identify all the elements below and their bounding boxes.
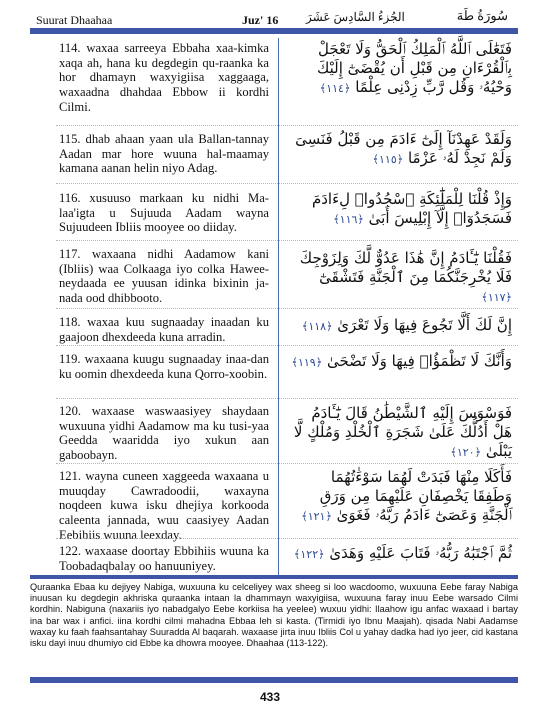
verse-arabic-118 [290, 316, 512, 336]
arabic-text: فَتَعَٰلَى ٱللَّهُ ٱلْمَلِكُ ٱلْحَقُّ وَلَا تَعْجَلْ بِٱلْقُرْءَانِ مِن قَبْلِ أَن يُقْضَىٰٓ إِلَيْكَ وَحْيُهُۥ وَقُل رَّبِّ زِدْنِى عِلْمًا [317, 40, 512, 96]
header-rule [30, 28, 518, 34]
verse-separator [56, 538, 518, 539]
arabic-surah-label: سُورَةُ طَهَ [456, 8, 508, 23]
verse-arabic-117 [290, 249, 512, 307]
arabic-text: إِنَّ لَكَ أَلَّا تَجُوعَ فِيهَا وَلَا تَعْرَىٰ [337, 316, 512, 334]
verse-arabic-120 [290, 404, 512, 462]
column-divider [278, 38, 279, 576]
verse-translation-115: 115. dhab ahaan yaan ula Ballan-tannay Aadan mar hore wuuna hal-maamay kamana aanan helin niyo Adag. [59, 132, 269, 176]
verse-separator [56, 463, 518, 464]
arabic-text: ثُمَّ ٱجْتَبَٰهُ رَبُّهُۥ فَتَابَ عَلَيْهِ وَهَدَىٰ [329, 544, 512, 562]
footnote-commentary: Quraanka Ebaa ku dejiyey Nabiga, wuxuuna ku celceliyey wax sheeg si loo wacdoomo, wuxuuna Eebe faray Nabiga inuusan ku degdegin akhriska quraanka intaan la dhammayn waxyigiisa, wuxuuna faray inuu Eebe warsado Cilmi kordhin. Nabiguna (naxariis iyo nabadgalyo Eebe korkiisa ha yeelee) wuxuu yidhi: Ilaahow igu anfac waxaad i bartay ina bar wax i anfici. iina kordhi cilmi mahadna Ebbaa leh si kasta. (Tirmidi iyo Ibnu Maajah). qisada Nabi Aadamse waxay ku faah faahsantahay Suuradda Al baqarah. waxaase jirta inuu Ibliis Col u yahay dadka had iyo jeer, cid kastana isku dayi inuu dhumiyo cid Ebbe ka dhowra mooyee. Dhaahaa (113-122). [30, 582, 518, 649]
verse-translation-119: 119. waxaana kuugu sugnaaday inaa-dan ku oomin dhexdeeda kuna Qorro-xoobin. [59, 352, 269, 381]
arabic-text: وَأَنَّكَ لَا تَظْمَؤُا۟ فِيهَا وَلَا تَضْحَىٰ [326, 352, 512, 370]
arabic-text: وَلَقَدْ عَهِدْنَآ إِلَىٰٓ ءَادَمَ مِن قَبْلُ فَنَسِىَ وَلَمْ نَجِدْ لَهُۥ عَزْمًا [295, 130, 512, 167]
page-header [28, 6, 518, 30]
verse-number-marker: ﴿١١٨﴾ [301, 320, 333, 333]
verse-separator [56, 345, 518, 346]
verse-separator [56, 183, 518, 184]
verse-number-marker: ﴿١١٧﴾ [481, 291, 512, 304]
juz-label: Juz' 16 [242, 13, 279, 27]
verse-number-marker: ﴿١٢١﴾ [301, 510, 332, 523]
arabic-text: فَأَكَلَا مِنْهَا فَبَدَتْ لَهُمَا سَوْءَٰتُهُمَا وَطَفِقَا يَخْصِفَانِ عَلَيْهِمَا مِن وَرَقِ ٱلْجَنَّةِ وَعَصَىٰٓ ءَادَمُ رَبَّهُۥ فَغَوَىٰ [319, 468, 512, 524]
verse-separator [56, 240, 518, 241]
verse-translation-114: 114. waxaa sarreeya Ebbaha xaa-kimka xaqa ah, hana ku degdegin qu-raanka ka hor dhamayn waxyigiisa xaggaaga, waxaadna dhahdaa Ebbow ii kordhi Cilmi. [59, 41, 269, 114]
verse-arabic-122 [290, 544, 512, 564]
verse-arabic-116 [290, 190, 512, 229]
arabic-text: فَقُلْنَا يَٰٓـَٔادَمُ إِنَّ هَٰذَا عَدُوٌّ لَّكَ وَلِزَوْجِكَ فَلَا يُخْرِجَنَّكُمَا مِنَ ٱلْجَنَّةِ فَتَشْقَىٰٓ [299, 249, 512, 286]
verse-translation-116: 116. xusuuso markaan ku nidhi Ma-laa'igta u Sujuuda Aadam wayna Sujuudeen Ibliis mooyee oo diiday. [59, 191, 269, 235]
arabic-juz-label: الجُزءُ السَّادِسَ عَشَرَ [306, 10, 405, 24]
verse-number-marker: ﴿١١٤﴾ [319, 82, 351, 95]
page-number: 433 [259, 690, 281, 704]
verse-number-marker: ﴿١٢٠﴾ [450, 446, 482, 459]
verse-separator [56, 308, 518, 309]
arabic-text: وَإِذْ قُلْنَا لِلْمَلَٰٓئِكَةِ ٱسْجُدُوا۟ لِءَادَمَ فَسَجَدُوٓا۟ إِلَّآ إِبْلِيسَ أَبَىٰ [311, 190, 512, 227]
verse-number-marker: ﴿١١٩﴾ [291, 356, 323, 369]
verse-separator [56, 125, 518, 126]
verse-translation-118: 118. waxaa kuu sugnaaday inaadan ku gaajoon dhexdeeda kuna arradin. [59, 315, 269, 344]
verse-arabic-119 [290, 352, 512, 372]
surah-name-label: Suurat Dhaahaa [36, 13, 113, 27]
verse-number-marker: ﴿١٢٢﴾ [293, 548, 325, 561]
verse-number-marker: ﴿١١٥﴾ [372, 153, 404, 166]
verse-translation-122: 122. waxaase doortay Ebbihiis wuuna ka Toobadaqbalay oo hanuuniyey. [59, 544, 269, 573]
verse-translation-120: 120. waxaase waswaasiyey shaydaan wuxuuna yidhi Aadamow ma ku tusi-yaa Geedda waaridda iyo xukun aan gaboobayn. [59, 404, 269, 463]
footnote-rule [30, 575, 518, 579]
verse-arabic-114 [290, 40, 512, 98]
verse-number-marker: ﴿١١٦﴾ [333, 213, 364, 226]
verse-translation-121: 121. wayna cuneen xaggeeda waxaana u muuqday Cawradoodii, waxayna noqdeen kuwa isku dhejiya korkooda caleenta jannada, wuu caasiyey Aadan Eebihiis wuuna leexday. [59, 469, 269, 542]
footer-rule [30, 677, 518, 683]
verse-translation-117: 117. waxaana nidhi Aadamow kani (Ibliis) waa Colkaaga iyo colka Hawee-neydaada ee yuusan idinka bixinin ja-nada ood dhibbooto. [59, 247, 269, 306]
verse-arabic-121 [290, 468, 512, 526]
verse-arabic-115 [290, 130, 512, 169]
arabic-text: فَوَسْوَسَ إِلَيْهِ ٱلشَّيْطَٰنُ قَالَ يَٰٓـَٔادَمُ هَلْ أَدُلُّكَ عَلَىٰ شَجَرَةِ ٱلْخُلْدِ وَمُلْكٍ لَّا يَبْلَىٰ [293, 404, 512, 460]
verse-separator [56, 398, 518, 399]
